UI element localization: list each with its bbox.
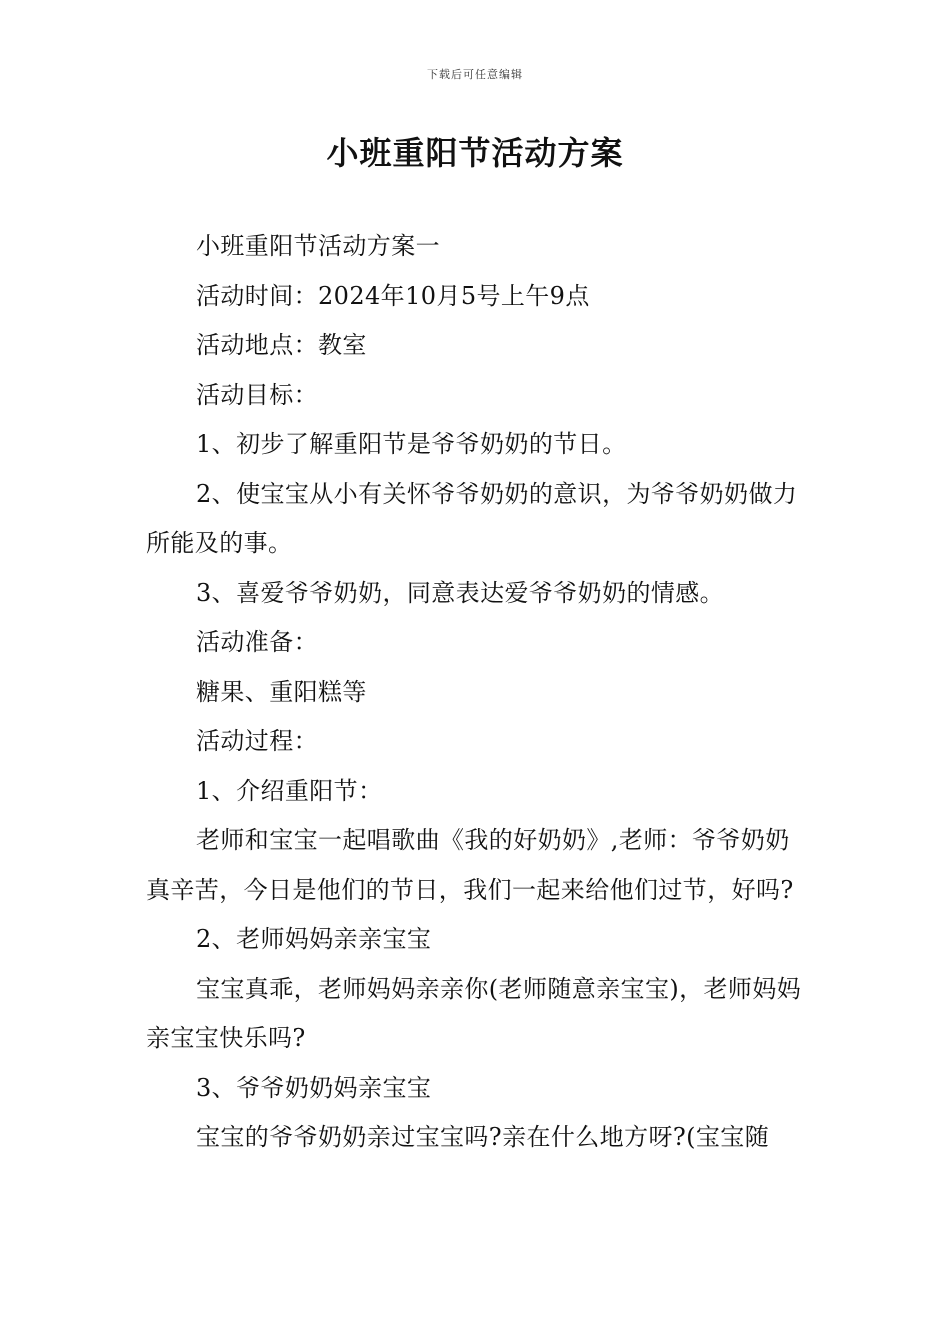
paragraph: 糖果、重阳糕等 bbox=[196, 677, 367, 706]
document-body bbox=[146, 222, 808, 1163]
header-note: 下载后可任意编辑 bbox=[427, 68, 523, 81]
document-title: 小班重阳节活动方案 bbox=[326, 134, 624, 172]
paragraph: 老师和宝宝一起唱歌曲《我的好奶奶》,老师：爷爷奶奶真辛苦，今日是他们的节日，我们一起来给他们过节，好吗? bbox=[146, 826, 794, 904]
paragraph: 2、使宝宝从小有关怀爷爷奶奶的意识，为爷爷奶奶做力所能及的事。 bbox=[146, 479, 798, 557]
paragraph: 活动过程： bbox=[196, 727, 318, 755]
paragraph: 活动目标： bbox=[196, 380, 318, 409]
paragraph: 宝宝的爷爷奶奶亲过宝宝吗?亲在什么地方呀?(宝宝随 bbox=[196, 1123, 770, 1151]
paragraph: 3、爷爷奶奶妈亲宝宝 bbox=[196, 1073, 432, 1102]
paragraph: 活动准备： bbox=[196, 628, 318, 656]
paragraph: 小班重阳节活动方案一 bbox=[196, 232, 440, 260]
paragraph: 活动时间：2024年10月5号上午9点 bbox=[196, 281, 590, 310]
paragraph: 活动地点：教室 bbox=[196, 331, 367, 359]
paragraph: 2、老师妈妈亲亲宝宝 bbox=[196, 925, 432, 953]
paragraph: 1、初步了解重阳节是爷爷奶奶的节日。 bbox=[196, 430, 627, 458]
paragraph: 3、喜爱爷爷奶奶，同意表达爱爷爷奶奶的情感。 bbox=[196, 578, 725, 607]
paragraph: 宝宝真乖，老师妈妈亲亲你(老师随意亲宝宝)，老师妈妈亲宝宝快乐吗? bbox=[146, 974, 802, 1052]
paragraph: 1、介绍重阳节： bbox=[196, 776, 383, 805]
